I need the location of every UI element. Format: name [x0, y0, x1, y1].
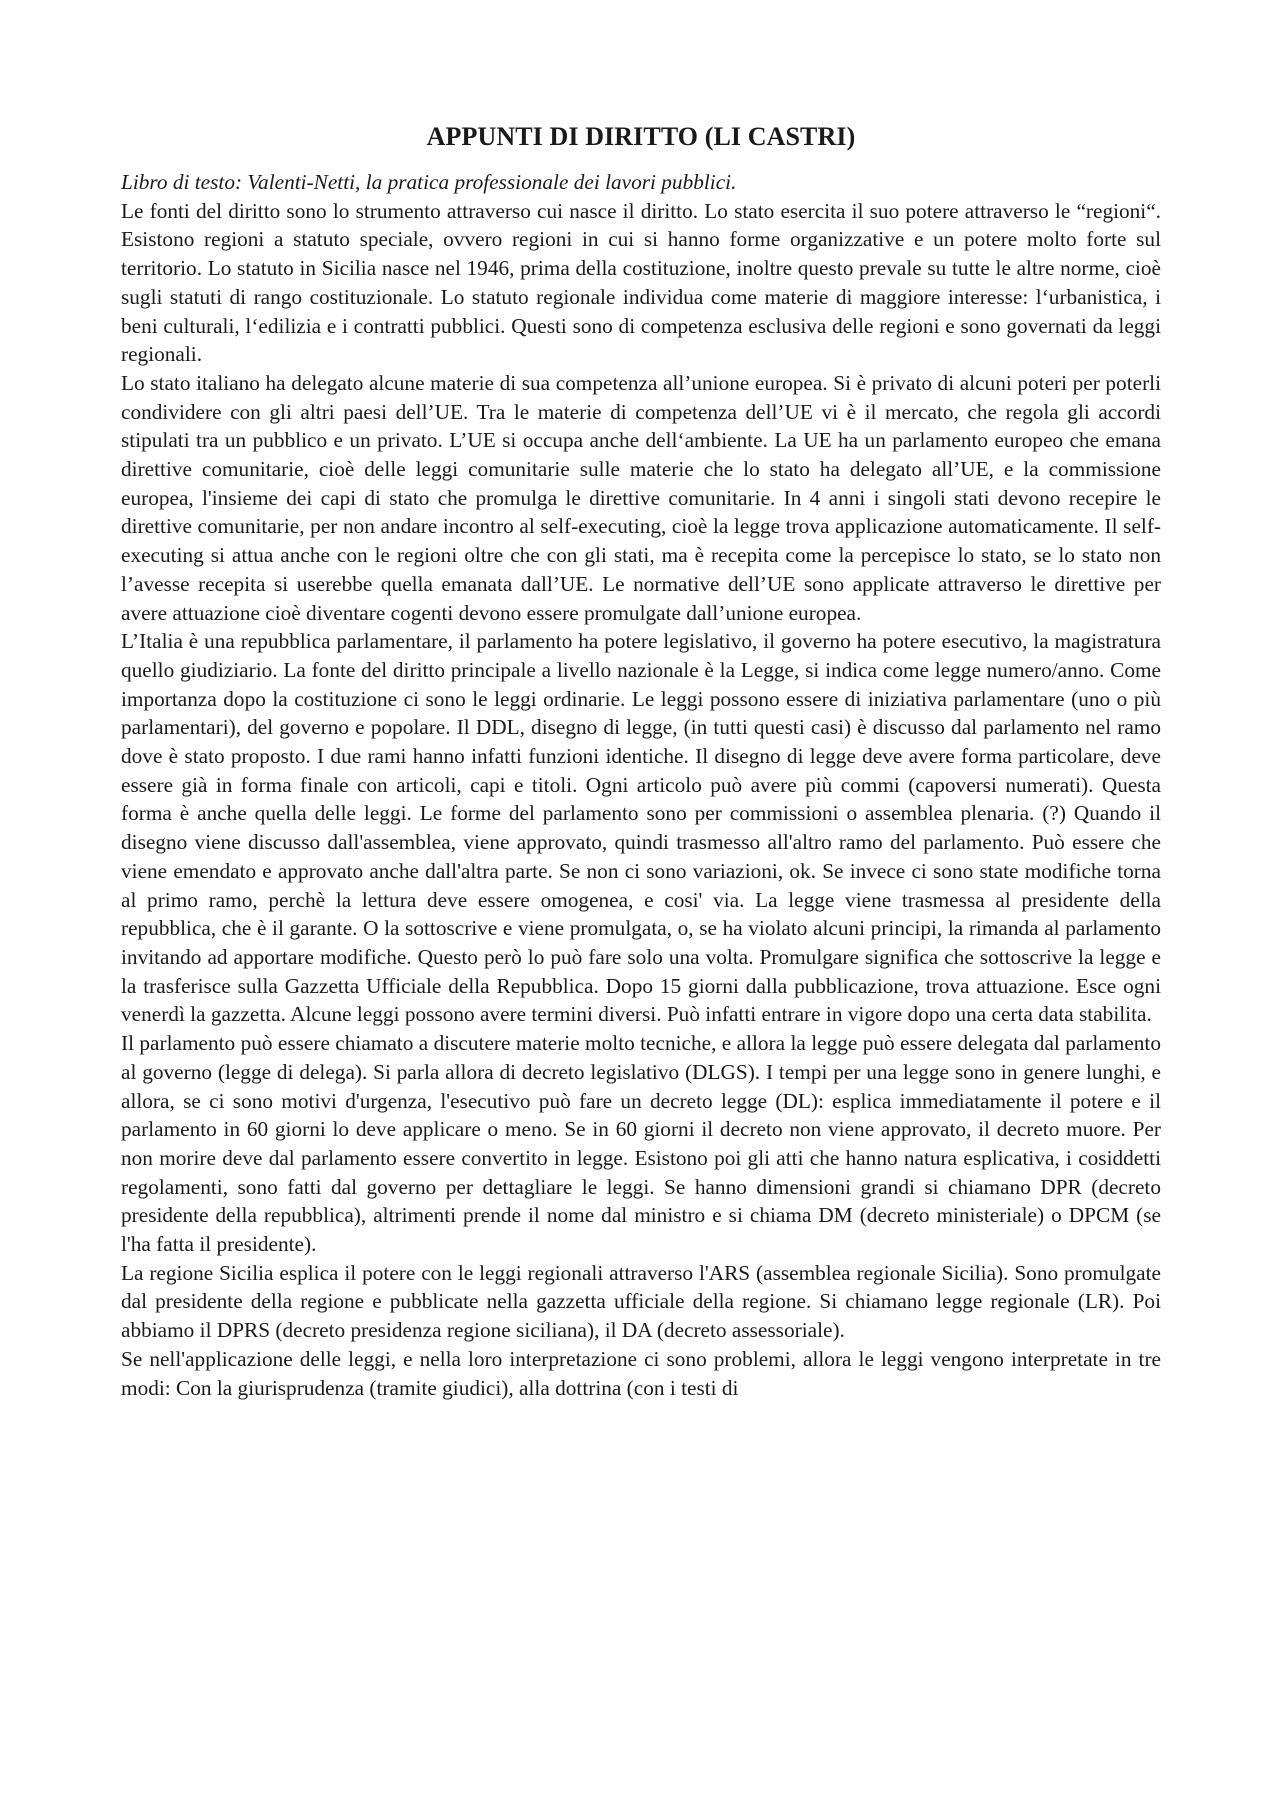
paragraph-decreti: Il parlamento può essere chiamato a discutere materie molto tecniche, e allora la legge può essere delegata dal parlamento al governo (legge di delega). Si parla allora di decreto legislativo (DLGS). I tempi per una legge sono in genere lunghi, e allora, se ci sono motivi d'urgenza, l'esecutivo può fare un decreto legge (DL): esplica immediatamente il potere e il parlamento in 60 giorni lo deve applicare o meno. Se in 60 giorni il decreto non viene approvato, il decreto muore. Per non morire deve dal parlamento essere convertito in legge. Esistono poi gli atti che hanno natura esplicativa, i cosiddetti regolamenti, sono fatti dal governo per dettagliare le leggi. Se hanno dimensioni grandi si chiamano DPR (decreto presidente della repubblica), altrimenti prende il nome dal ministro e si chiama DM (decreto ministeriale) o DPCM (se l'ha fatta il presidente).: [121, 1031, 1161, 1257]
textbook-reference: Libro di testo: Valenti-Netti, la pratica professionale dei lavori pubblici.: [121, 170, 737, 194]
paragraph-interpretazione-leggi: Se nell'applicazione delle leggi, e nella loro interpretazione ci sono problemi, allora le leggi vengono interpretate in tre modi: Con la giurisprudenza (tramite giudici), alla dottrina (con i testi di: [121, 1346, 1161, 1400]
paragraph-unione-europea: Lo stato italiano ha delegato alcune materie di sua competenza all’unione europea. Si è privato di alcuni poteri per poterli condividere con gli altri paesi dell’UE. Tra le materie di competenza dell’UE vi è il mercato, che regola gli accordi stipulati tra un pubblico e un privato. L’UE si occupa anche dell‘ambiente. La UE ha un parlamento europeo che emana direttive comunitarie, cioè delle leggi comunitarie sulle materie che lo stato ha delegato all’UE, e la commissione europea, l'insieme dei capi di stato che promulga le direttive comunitarie. In 4 anni i singoli stati devono recepire le direttive comunitarie, per non andare incontro al self-executing, cioè la legge trova applicazione automaticamente. Il self-executing si attua anche con le regioni oltre che con gli stati, ma è recepita come la percepisce lo stato, se lo stato non l’avesse recepita si userebbe quella emanata dall’UE. Le normative dell’UE sono applicate attraverso le direttive per avere attuazione cioè diventare cogenti devono essere promulgate dall’unione europea.: [121, 370, 1161, 625]
paragraph-repubblica-parlamentare: L’Italia è una repubblica parlamentare, il parlamento ha potere legislativo, il governo ha potere esecutivo, la magistratura quello giudiziario. La fonte del diritto principale a livello nazionale è la Legge, si indica come legge numero/anno. Come importanza dopo la costituzione ci sono le leggi ordinarie. Le leggi possono essere di iniziativa parlamentare (uno o più parlamentari), del governo e popolare. Il DDL, disegno di legge, (in tutti questi casi) è discusso dal parlamento nel ramo dove è stato proposto. I due rami hanno infatti funzioni identiche. Il disegno di legge deve avere forma particolare, deve essere già in forma finale con articoli, capi e titoli. Ogni articolo può avere più commi (capoversi numerati). Questa forma è anche quella delle leggi. Le forme del parlamento sono per commissioni o assemblea plenaria. (?) Quando il disegno viene discusso dall'assemblea, viene approvato, quindi trasmesso all'altro ramo del parlamento. Può essere che viene emendato e approvato anche dall'altra parte. Se non ci sono variazioni, ok. Se invece ci sono state modifiche torna al primo ramo, perchè la lettura deve essere omogenea, e cosi' via. La legge viene trasmessa al presidente della repubblica, che è il garante. O la sottoscrive e viene promulgata, o, se ha violato alcuni principi, la rimanda al parlamento invitando ad apportare modifiche. Questo però lo può fare solo una volta. Promulgare significa che sottoscrive la legge e la trasferisce sulla Gazzetta Ufficiale della Repubblica. Dopo 15 giorni dalla pubblicazione, trova attuazione. Esce ogni venerdì la gazzetta. Alcune leggi possono avere termini diversi. Può infatti entrare in vigore dopo una certa data stabilita.: [121, 629, 1161, 1027]
page-title: APPUNTI DI DIRITTO (LI CASTRI): [426, 122, 856, 151]
document-page: [121, 120, 1161, 1402]
paragraph-fonti-del-diritto: Le fonti del diritto sono lo strumento attraverso cui nasce il diritto. Lo stato esercita il suo potere attraverso le “regioni“. Esistono regioni a statuto speciale, ovvero regioni in cui si hanno forme organizzative e un potere molto forte sul territorio. Lo statuto in Sicilia nasce nel 1946, prima della costituzione, inoltre questo prevale su tutte le altre norme, cioè sugli statuti di rango costituzionale. Lo statuto regionale individua come materie di maggiore interesse: l‘urbanistica, i beni culturali, l‘edilizia e i contratti pubblici. Questi sono di competenza esclusiva delle regioni e sono governati da leggi regionali.: [121, 198, 1161, 367]
paragraph-regione-sicilia: La regione Sicilia esplica il potere con le leggi regionali attraverso l'ARS (assemblea regionale Sicilia). Sono promulgate dal presidente della regione e pubblicate nella gazzetta ufficiale della regione. Si chiamano legge regionale (LR). Poi abbiamo il DPRS (decreto presidenza regione siciliana), il DA (decreto assessoriale).: [121, 1260, 1161, 1343]
